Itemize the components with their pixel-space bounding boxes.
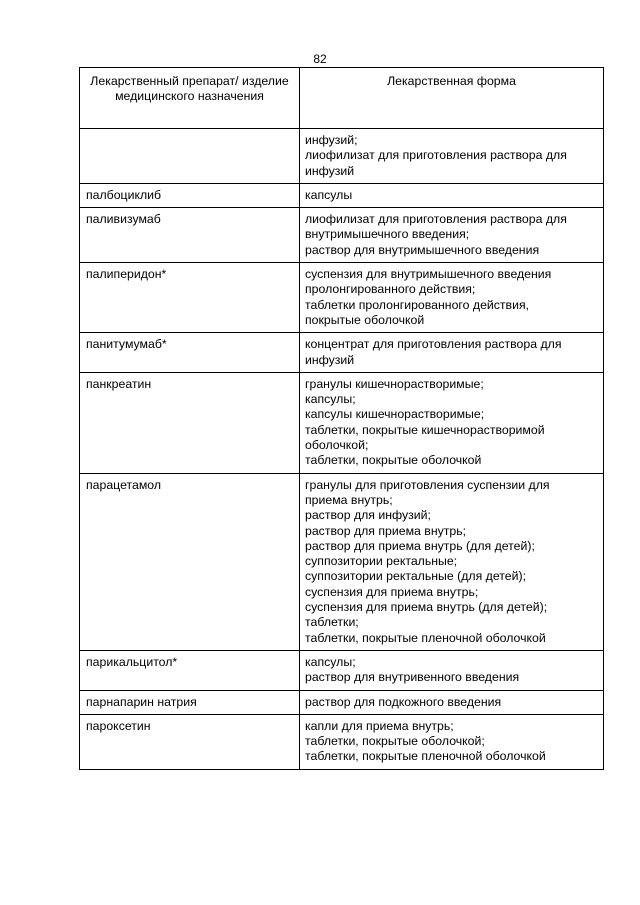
table-row [80, 372, 604, 473]
dosage-form-line: инфузий; [305, 133, 358, 147]
table-row [80, 208, 604, 263]
table-header-row [80, 68, 604, 129]
drug-name: парнапарин натрия [86, 694, 197, 709]
dosage-form-line: капли для приема внутрь; [305, 718, 454, 733]
table-row [80, 333, 604, 373]
dosage-form-line: суппозитории ректальные (для детей); [305, 569, 526, 584]
dosage-form-line: инфузий [305, 163, 355, 178]
header-drug: Лекарственный препарат/ изделие медицинского назначения [80, 68, 300, 129]
dosage-form-line: раствор для внутримышечного введения [305, 242, 540, 257]
dosage-form-line: таблетки пролонгированного действия, [305, 297, 530, 312]
drug-name-cell [80, 208, 300, 263]
drug-name: панкреатин [86, 376, 152, 391]
dosage-form-line: раствор для внутривенного введения [305, 670, 520, 685]
dosage-form-line: пролонгированного действия; [305, 282, 476, 297]
dosage-form-line: таблетки; [305, 615, 359, 630]
drug-name-cell [80, 333, 300, 373]
dosage-form-cell [300, 372, 604, 473]
dosage-form-line: таблетки, покрытые пленочной оболочкой [305, 749, 546, 764]
dosage-form-line: гранулы для приготовления суспензии для [305, 477, 550, 492]
dosage-form-line: раствор для приема внутрь (для детей); [305, 538, 535, 553]
dosage-form-line: приема внутрь; [305, 492, 393, 507]
dosage-form-line: внутримышечного введения; [305, 227, 470, 242]
dosage-form-line: гранулы кишечнорастворимые; [305, 376, 484, 391]
table-row [80, 650, 604, 690]
drug-name-cell [80, 690, 300, 714]
dosage-form-line: капсулы; [305, 392, 356, 407]
dosage-form-cell [300, 333, 604, 373]
dosage-form-line: суспензия для внутримышечного введения [305, 267, 552, 282]
drug-name-cell [80, 650, 300, 690]
dosage-form-line: оболочкой; [305, 438, 369, 453]
drug-form-table [79, 67, 604, 770]
dosage-form-line: раствор для подкожного введения [305, 694, 502, 709]
table-row [80, 129, 604, 184]
dosage-form-cell [300, 183, 604, 207]
dosage-form-line: раствор для приема внутрь; [305, 523, 467, 538]
drug-name-cell [80, 714, 300, 769]
drug-name-cell [80, 372, 300, 473]
dosage-form-cell [300, 650, 604, 690]
dosage-form-line: суспензия для приема внутрь (для детей); [305, 600, 548, 615]
dosage-form-line: таблетки, покрытые оболочкой; [305, 734, 485, 749]
dosage-form-line: суппозитории ректальные; [305, 554, 458, 569]
dosage-form-line: лиофилизат для приготовления раствора для [305, 148, 567, 163]
drug-name-cell [80, 129, 300, 184]
table-body [80, 129, 604, 770]
drug-name: парикальцитол* [86, 654, 178, 669]
dosage-form-cell [300, 263, 604, 333]
dosage-form-line: суспензия для приема внутрь; [305, 584, 479, 599]
dosage-form-cell [300, 690, 604, 714]
dosage-form-line: капсулы; [305, 654, 356, 669]
dosage-form-line: таблетки, покрытые кишечнорастворимой [305, 422, 545, 437]
drug-name: палбоциклиб [86, 187, 162, 202]
dosage-form-line: таблетки, покрытые пленочной оболочкой [305, 630, 546, 645]
dosage-form-cell [300, 129, 604, 184]
drug-name-cell [80, 473, 300, 650]
table-row [80, 263, 604, 333]
drug-name: пароксетин [86, 718, 151, 733]
drug-name-cell [80, 183, 300, 207]
drug-name: панитумумаб* [86, 337, 167, 352]
dosage-form-cell [300, 208, 604, 263]
drug-name-cell [80, 263, 300, 333]
dosage-form-line: лиофилизат для приготовления раствора для [305, 212, 567, 227]
dosage-form-line: покрытые оболочкой [305, 312, 425, 327]
drug-name: парацетамол [86, 477, 162, 492]
dosage-form-line: таблетки, покрытые оболочкой [305, 453, 482, 468]
drug-name: палиперидон* [86, 267, 167, 282]
table-row [80, 714, 604, 769]
drug-name: паливизумаб [86, 212, 161, 227]
table-row [80, 183, 604, 207]
dosage-form-line: концентрат для приготовления раствора для [305, 337, 562, 352]
header-form: Лекарственная форма [300, 68, 604, 129]
dosage-form-line: раствор для инфузий; [305, 508, 431, 523]
dosage-form-line: капсулы [305, 187, 353, 202]
dosage-form-line: инфузий [305, 352, 355, 367]
dosage-form-cell [300, 714, 604, 769]
page-number: 82 [313, 52, 327, 66]
dosage-form-line: капсулы кишечнорастворимые; [305, 407, 485, 422]
table-row [80, 690, 604, 714]
table-row [80, 473, 604, 650]
dosage-form-cell [300, 473, 604, 650]
